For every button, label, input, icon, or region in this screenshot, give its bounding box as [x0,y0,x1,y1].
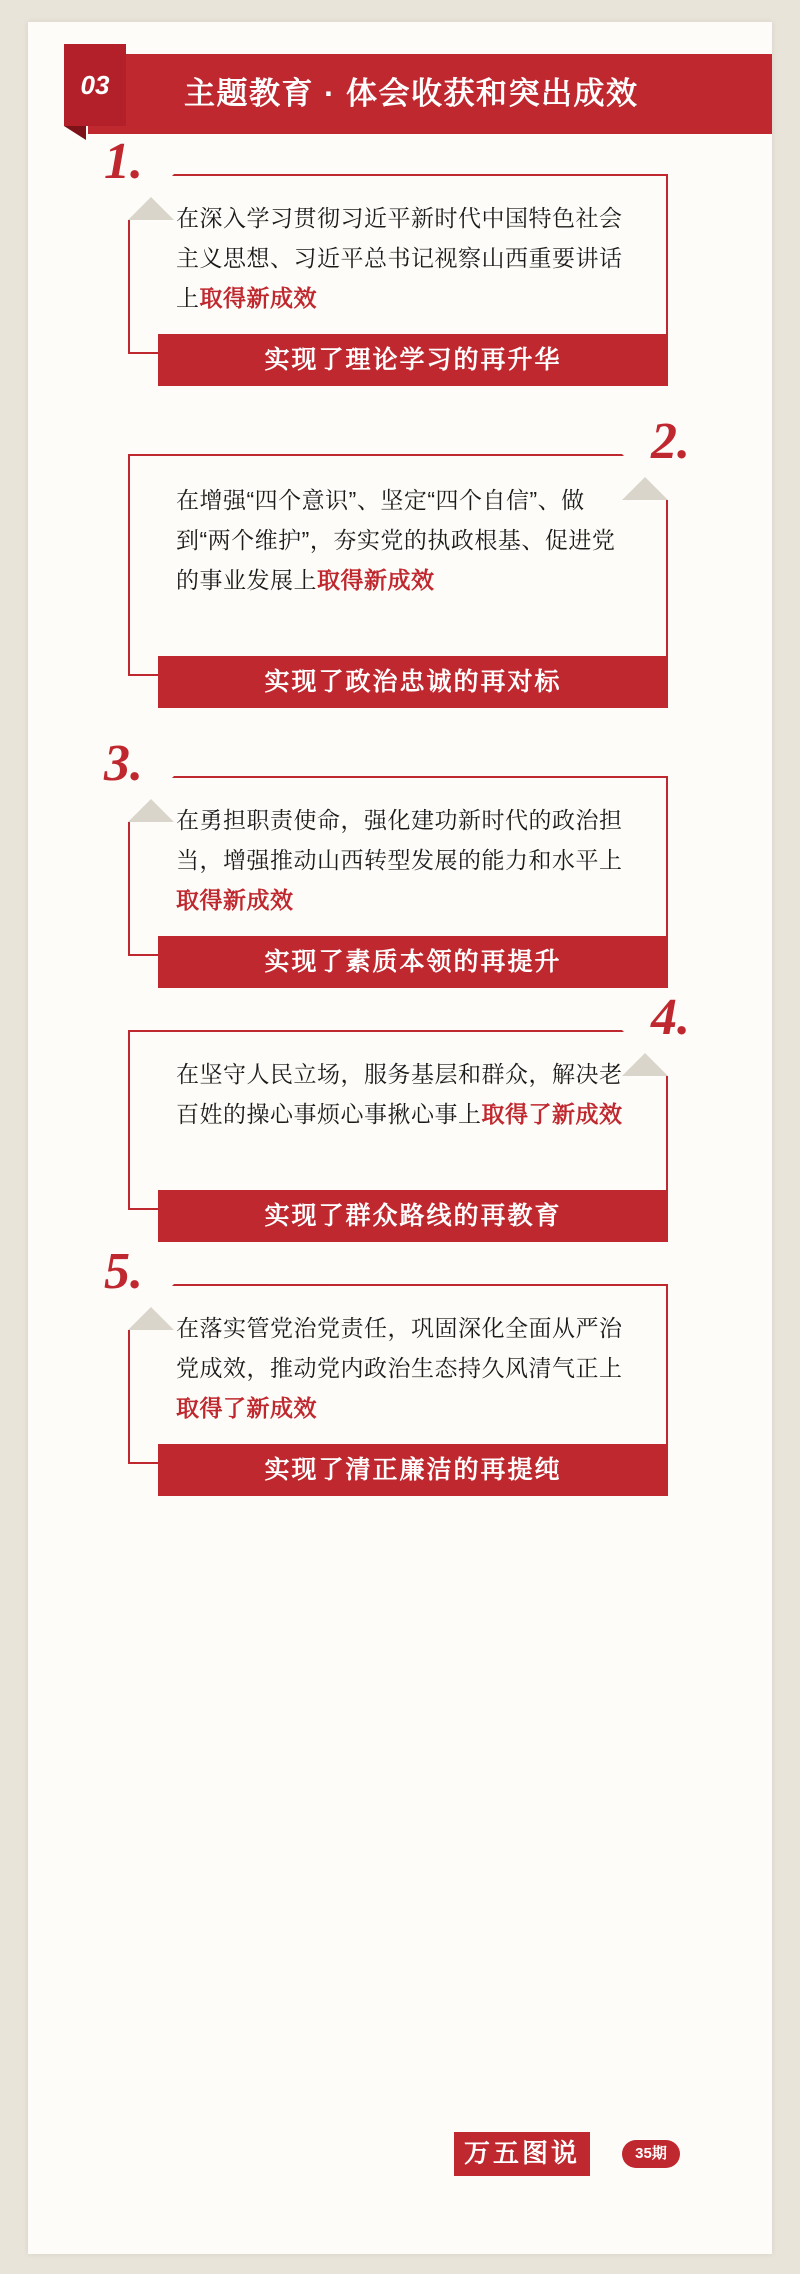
item-text-normal: 在深入学习贯彻习近平新时代中国特色社会主义思想、习近平总书记视察山西重要讲话上 [176,205,623,311]
item-text-highlight: 取得了新成效 [176,1395,317,1421]
item-text-highlight: 取得新成效 [176,887,294,913]
item-text [176,198,628,318]
item-text-normal: 在落实管党治党责任，巩固深化全面从严治党成效，推动党内政治生态持久风清气正上 [176,1315,623,1381]
item-text-highlight: 取得新成效 [317,567,435,593]
item-label: 实现了清正廉洁的再提纯 [158,1444,668,1496]
footer [454,2132,704,2180]
item-text-normal: 在坚守人民立场，服务基层和群众，解决老百姓的操心事烦心事揪心事上 [176,1061,623,1127]
item-number: 1. [104,133,143,190]
item-text [176,1308,628,1428]
header [28,54,772,134]
item-text-normal: 在增强“四个意识”、坚定“四个自信”、做到“两个维护”，夯实党的执政根基、促进党的事业发展上 [176,487,616,593]
header-fold-decoration [64,126,86,140]
header-number: 03 [80,70,110,100]
item-number: 3. [104,735,143,792]
item-number: 2. [651,413,690,470]
header-number-box [64,44,126,126]
item-label: 实现了素质本领的再提升 [158,936,668,988]
content-card [28,22,772,2254]
item-number: 4. [651,989,690,1046]
item-text [176,1054,628,1134]
item-text-highlight: 取得新成效 [199,285,317,311]
issue-badge: 35期 [622,2140,680,2168]
item-label: 实现了群众路线的再教育 [158,1190,668,1242]
header-title: 主题教育 · 体会收获和突出成效 [184,76,639,111]
item-text [176,480,628,600]
brand-logo: 万五图说 [454,2132,590,2176]
item-label: 实现了理论学习的再升华 [158,334,668,386]
header-bar [88,54,772,134]
item-text-normal: 在勇担职责使命，强化建功新时代的政治担当，增强推动山西转型发展的能力和水平上 [176,807,623,873]
item-label: 实现了政治忠诚的再对标 [158,656,668,708]
item-text [176,800,628,920]
item-number: 5. [104,1243,143,1300]
item-text-highlight: 取得了新成效 [481,1101,623,1127]
